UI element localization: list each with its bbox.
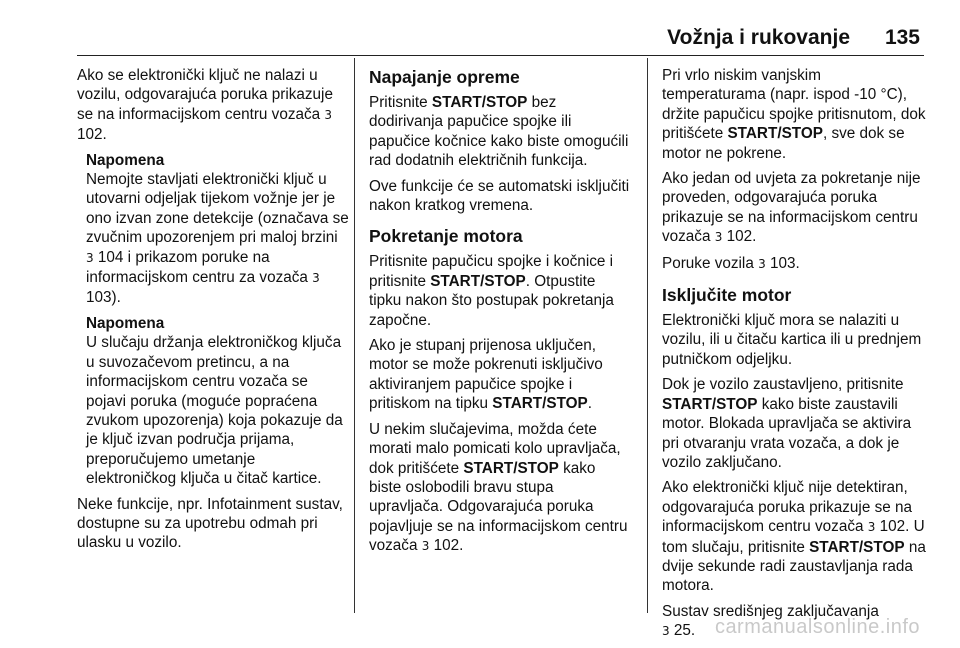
button-name: START/STOP xyxy=(662,395,758,413)
paragraph: U nekim slučajevima, možda ćete morati malo pomicati kolo upravljača, dok pritišćete START/STOP kako biste oslobodili bravu stupa upravljača. Odgovarajuća poruka pojavljuje se na informacijskom centru vozača 3 102. xyxy=(369,420,628,555)
paragraph: Pritisnite START/STOP bez dodirivanja papučice spojke ili papučice kočnice kako biste omogućili rad dodatnih električnih funkcija. xyxy=(369,94,629,170)
paragraph: Pri vrlo niskim vanjskim temperaturama (napr. ispod -10 °C), držite papučicu spojke pritisnutom, dok pritišćete START/STOP, sve dok se motor ne pokrene. xyxy=(662,67,926,162)
page-title: Vožnja i rukovanje xyxy=(667,26,850,49)
note-text: Nemojte stavljati elektronički ključ u utovarni odjeljak tijekom vožnje jer je ono izvan zone detekcije (označava se zvučnim upozorenjem pri maloj brzini 3 104 i prikazom poruke na informacijskom centru za vozača 3 103). xyxy=(86,171,349,307)
paragraph: Ako je stupanj prijenosa uključen, motor se može pokrenuti isključivo aktiviranjem papučice spojke i pritiskom na tipku START/STOP. xyxy=(369,337,603,413)
button-name: START/STOP xyxy=(809,538,905,556)
page-reference: 102. xyxy=(77,126,107,144)
page-reference: 102. xyxy=(726,228,757,246)
paragraph: Ako se elektronički ključ ne nalazi u vozilu, odgovarajuća poruka prikazuje se na informacijskom centru vozača 3 102. xyxy=(77,67,333,144)
reference-arrow-icon: 3 xyxy=(312,271,320,286)
note-title: Napomena xyxy=(86,151,165,169)
page-reference: 25. xyxy=(673,622,696,640)
note-text: U slučaju držanja elektroničkog ključa u suvozačevom pretincu, a na informacijskom centru vozača se pojavi poruka (moguće popraćena zvukom upozorenja) koja pokazuje da je ključ izvan područja prijama, preporučujemo umetanje elektroničkog ključa u čitač kartice. xyxy=(86,334,343,488)
paragraph: Ako elektronički ključ nije detektiran, odgovarajuća poruka prikazuje se na informacijskom centru vozača 3 102. U tom slučaju, pritisnite START/STOP na dvije sekunde radi zaustavljanja rada motora. xyxy=(662,479,926,595)
note-title: Napomena xyxy=(86,314,165,332)
button-name: START/STOP xyxy=(463,459,559,477)
button-name: START/STOP xyxy=(430,272,526,290)
paragraph: Neke funkcije, npr. Infotainment sustav, dostupne su za upotrebu odmah pri ulasku u vozilo. xyxy=(77,495,343,552)
reference-arrow-icon: 3 xyxy=(662,624,670,639)
page-reference: 102. xyxy=(433,537,464,555)
paragraph: Ove funkcije će se automatski isključiti nakon kratkog vremena. xyxy=(369,177,630,215)
header-divider xyxy=(77,55,924,56)
column-divider-left xyxy=(354,58,355,613)
paragraph: Sustav središnjeg zaključavanja 3 25. xyxy=(662,602,879,640)
page-reference: 103. xyxy=(769,254,800,272)
button-name: START/STOP xyxy=(431,94,528,111)
reference-arrow-icon: 3 xyxy=(867,520,876,535)
section-heading: Napajanje opreme xyxy=(369,67,520,87)
paragraph: Poruke vozila 3 103. xyxy=(662,254,800,272)
section-heading: Pokretanje motora xyxy=(369,226,523,247)
section-heading: Isključite motor xyxy=(662,285,792,306)
column-left xyxy=(77,66,349,559)
paragraph: Elektronički ključ mora se nalaziti u vozilu, ili u čitaču kartica ili u prednjem putničkom odjeljku. xyxy=(662,312,922,368)
reference-arrow-icon: 3 xyxy=(714,230,723,245)
reference-arrow-icon: 3 xyxy=(758,256,766,271)
button-name: START/STOP xyxy=(492,395,588,413)
paragraph: Ako jedan od uvjeta za pokretanje nije proveden, odgovarajuća poruka prikazuje se na informacijskom centru vozača 3 102. xyxy=(662,170,921,246)
button-name: START/STOP xyxy=(727,125,823,143)
note-box xyxy=(77,314,349,489)
reference-arrow-icon: 3 xyxy=(86,250,94,265)
paragraph: Pritisnite papučicu spojke i kočnice i pritisnite START/STOP. Otpustite tipku nakon što postupak pokretanja započne. xyxy=(369,253,614,329)
note-box xyxy=(77,151,349,308)
paragraph: Dok je vozilo zaustavljeno, pritisnite START/STOP kako biste zaustavili motor. Blokada upravljača se aktivira pri otvaranju vrata vozača, a dok je vozilo zaključano. xyxy=(662,376,912,471)
watermark: carmanualsonline.info xyxy=(714,616,920,638)
page-number: 135 xyxy=(884,26,920,49)
page-reference: 102. xyxy=(879,518,910,536)
reference-arrow-icon: 3 xyxy=(324,107,333,122)
column-divider-right xyxy=(647,58,648,613)
reference-arrow-icon: 3 xyxy=(421,539,430,554)
column-middle xyxy=(369,66,631,563)
page-header xyxy=(0,0,960,52)
page-reference: 103). xyxy=(86,289,121,307)
column-right xyxy=(662,66,926,648)
page-reference: 104 xyxy=(97,248,124,266)
